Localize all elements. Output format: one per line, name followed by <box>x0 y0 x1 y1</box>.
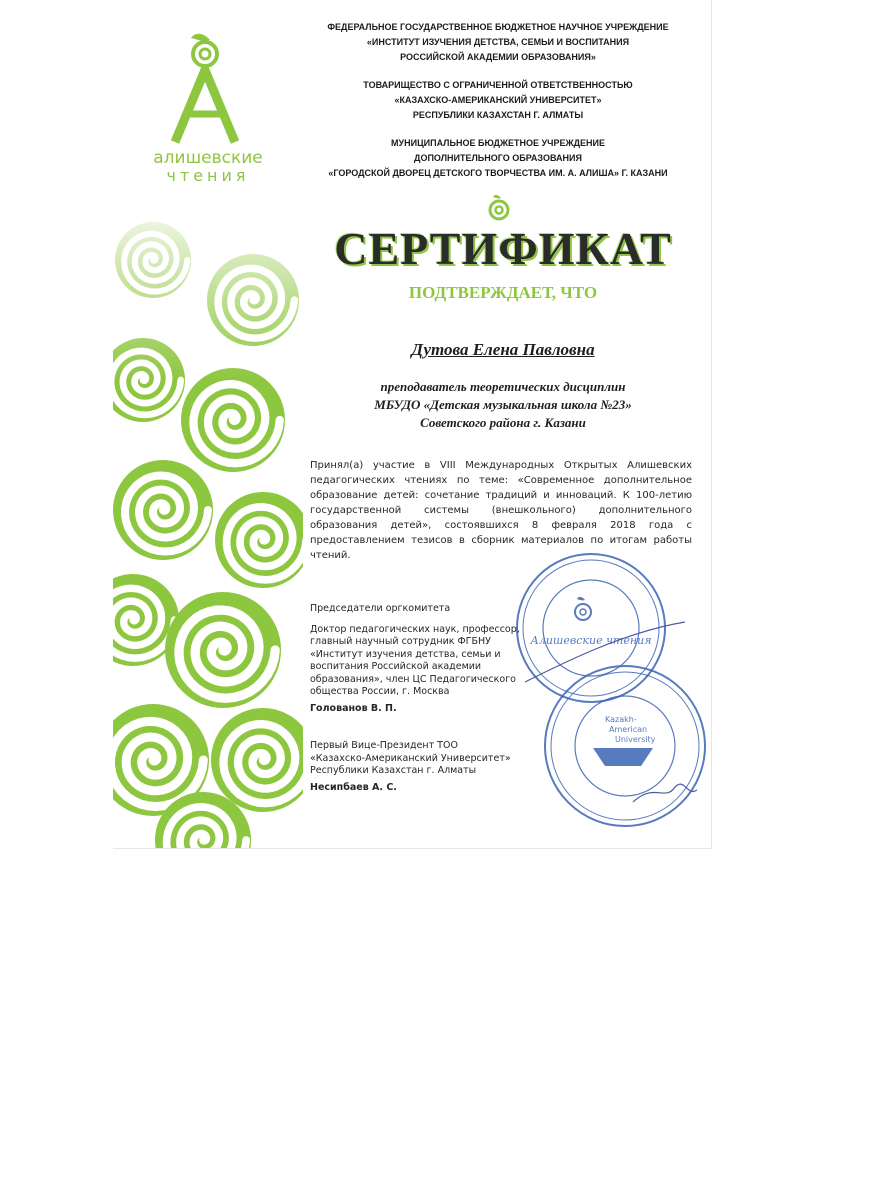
organizer-3-line: ДОПОЛНИТЕЛЬНОГО ОБРАЗОВАНИЯ <box>414 153 582 163</box>
organizer-1-line: «ИНСТИТУТ ИЗУЧЕНИЯ ДЕТСТВА, СЕМЬИ И ВОСПИТАНИЯ <box>366 37 630 47</box>
recipient-organization: МБУДО «Детская музыкальная школа №23» <box>374 397 632 412</box>
organizer-3-line: «ГОРОДСКОЙ ДВОРЕЦ ДЕТСКОГО ТВОРЧЕСТВА ИМ. А. АЛИША» Г. КАЗАНИ <box>328 168 668 178</box>
upper-seal <box>517 554 685 702</box>
signer-2-line: «Казахско-Американский Университет» <box>310 752 511 764</box>
signer-2-name: Несипбаев А. С. <box>310 781 397 793</box>
organizer-2-line: РЕСПУБЛИКИ КАЗАХСТАН Г. АЛМАТЫ <box>412 110 584 120</box>
organizer-3-line: МУНИЦИПАЛЬНОЕ БЮДЖЕТНОЕ УЧРЕЖДЕНИЕ <box>391 138 605 148</box>
certificate-sheet <box>113 0 712 849</box>
signer-1-line: общества России, г. Москва <box>310 686 450 697</box>
signer-1-line: образования», член ЦС Педагогического <box>310 673 516 685</box>
organizer-2 <box>293 78 703 123</box>
organizer-1-line: ФЕДЕРАЛЬНОЕ ГОСУДАРСТВЕННОЕ БЮДЖЕТНОЕ НАУЧНОЕ УЧРЕЖДЕНИЕ <box>327 22 669 32</box>
chairs-heading: Председатели оргкомитета <box>310 603 451 614</box>
apple-mark-icon <box>485 192 513 222</box>
lower-seal-text-1: Kazakh- <box>605 715 637 724</box>
organizer-1-line: РОССИЙСКОЙ АКАДЕМИИ ОБРАЗОВАНИЯ» <box>400 52 596 62</box>
recipient-name: Дутова Елена Павловна <box>411 340 595 359</box>
signer-1-line: «Институт изучения детства, семьи и <box>310 648 501 660</box>
lower-seal <box>545 666 705 826</box>
organizer-2-line: «КАЗАХСКО-АМЕРИКАНСКИЙ УНИВЕРСИТЕТ» <box>394 95 602 105</box>
signer-1-name: Голованов В. П. <box>310 702 397 714</box>
signature-block-1 <box>310 603 525 715</box>
lower-seal-text-2: American <box>609 725 648 734</box>
apple-icon <box>193 42 217 66</box>
certificate-subtitle: ПОДТВЕРЖДАЕТ, ЧТО <box>408 283 598 302</box>
organizer-3 <box>293 136 703 181</box>
recipient-location: Советского района г. Казани <box>420 415 586 430</box>
lower-seal-text-3: University <box>615 735 656 744</box>
certificate-body: Принял(а) участие в VIII Международных Открытых Алишевских педагогических чтениях по теме: «Современное дополнительное образование детей: сочетание традиций и инноваций. К 100-летию государственной системы (внешкольного) дополнительного образования детей», состоявшихся 8 февраля 2018 года с предоставлением тезисов в сборник материалов по итогам работы чтений. <box>310 460 692 561</box>
signer-1-line: Доктор педагогических наук, профессор, <box>310 623 520 635</box>
organizer-2-line: ТОВАРИЩЕСТВО С ОГРАНИЧЕННОЙ ОТВЕТСТВЕННОСТЬЮ <box>363 80 633 90</box>
seal-stamps <box>515 552 711 848</box>
leaf-icon <box>191 34 210 41</box>
signature-block-2 <box>310 740 525 794</box>
logo-text-line1: алишевские <box>153 148 263 168</box>
certificate-title: СЕРТИФИКАТ <box>334 223 672 274</box>
signer-1-line: воспитания Российской академии <box>310 661 482 672</box>
logo-text-line2: чтения <box>166 166 250 185</box>
signer-2-line: Республики Казахстан г. Алматы <box>310 765 477 776</box>
organizer-1 <box>293 20 703 65</box>
recipient-position: преподаватель теоретических дисциплин <box>380 379 626 394</box>
signer-2-line: Первый Вице-Президент ТОО <box>310 740 458 751</box>
upper-seal-text: Алишевские чтения <box>530 634 652 647</box>
signer-1-line: главный научный сотрудник ФГБНУ <box>310 636 491 647</box>
